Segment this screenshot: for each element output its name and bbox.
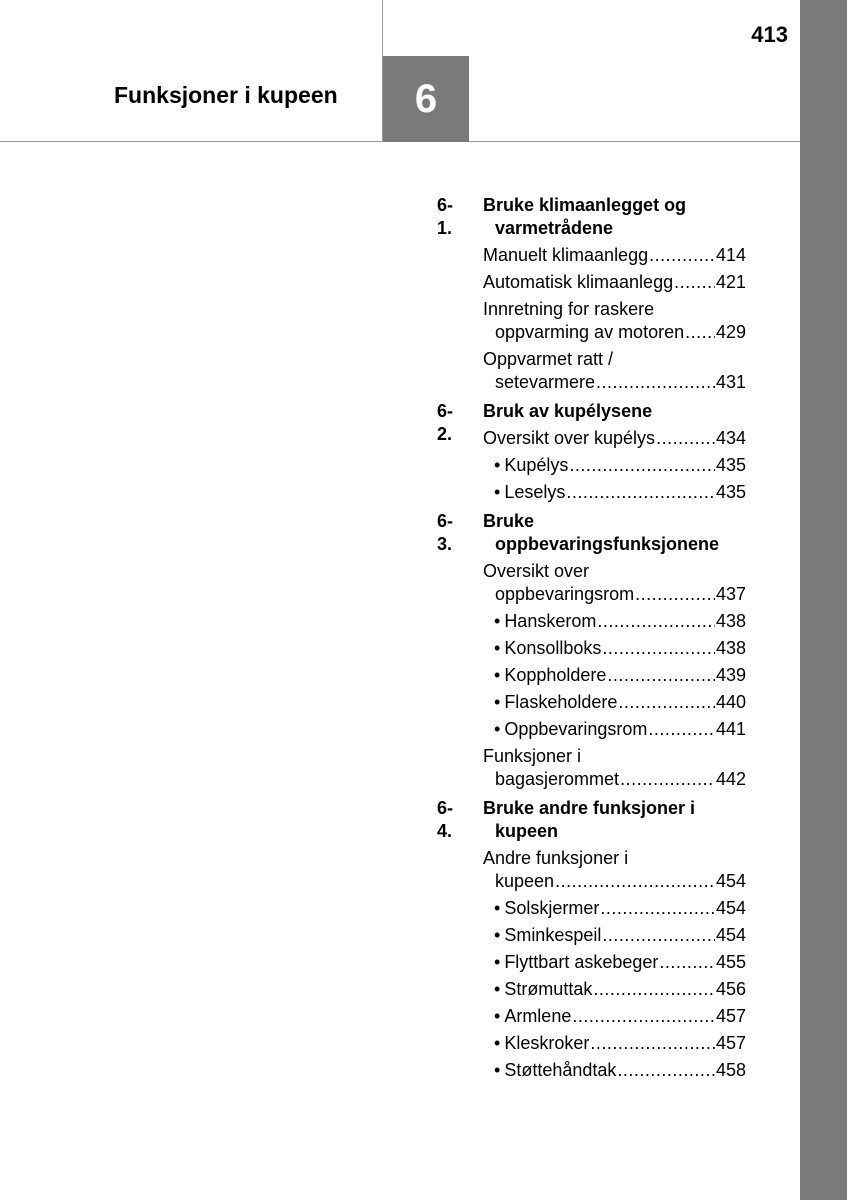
dot-leader xyxy=(656,427,715,450)
toc-entry[interactable] xyxy=(483,244,746,267)
entry-label: Solskjermer xyxy=(504,898,600,918)
toc-subentry[interactable] xyxy=(494,454,746,477)
toc-subentry[interactable] xyxy=(494,664,746,687)
dot-leader xyxy=(649,244,715,267)
toc-entry[interactable] xyxy=(483,847,628,870)
entry-label: Koppholdere xyxy=(504,665,607,685)
toc-entry[interactable] xyxy=(483,560,589,583)
dot-leader xyxy=(685,321,715,344)
entry-page-number: 431 xyxy=(715,372,746,392)
chapter-number-box xyxy=(383,56,469,142)
entry-label: bagasjerommet xyxy=(495,769,620,789)
entry-page-number: 457 xyxy=(715,1033,746,1053)
entry-page-number: 454 xyxy=(715,898,746,918)
bullet-marker: • xyxy=(494,638,501,658)
entry-label: Innretning for raskere xyxy=(483,299,655,319)
entry-label: Flyttbart askebeger xyxy=(504,952,659,972)
section-title[interactable]: Bruke andre funksjoner i xyxy=(483,798,696,818)
section-number: 6-1. xyxy=(437,195,454,238)
entry-label: Oppvarmet ratt / xyxy=(483,349,614,369)
chapter-title: Funksjoner i kupeen xyxy=(114,82,338,108)
bullet-marker: • xyxy=(494,1006,501,1026)
dot-leader xyxy=(602,924,715,947)
entry-page-number: 434 xyxy=(715,428,746,448)
entry-label: setevarmere xyxy=(495,372,596,392)
bullet-marker: • xyxy=(494,1060,501,1080)
bullet-marker: • xyxy=(494,455,501,475)
toc-subentry[interactable] xyxy=(494,691,746,714)
section-title[interactable]: kupeen xyxy=(495,821,559,841)
chapter-number: 6 xyxy=(414,76,438,121)
entry-label: Armlene xyxy=(504,1006,572,1026)
dot-leader xyxy=(602,637,715,660)
entry-page-number: 439 xyxy=(715,665,746,685)
entry-page-number: 456 xyxy=(715,979,746,999)
bullet-marker: • xyxy=(494,979,501,999)
entry-label: Kleskroker xyxy=(504,1033,590,1053)
toc-subentry[interactable] xyxy=(494,481,746,504)
dot-leader xyxy=(674,271,715,294)
dot-leader xyxy=(635,583,715,606)
section-number: 6-4. xyxy=(437,798,454,841)
dot-leader xyxy=(620,768,715,791)
entry-page-number: 457 xyxy=(715,1006,746,1026)
toc-subentry[interactable] xyxy=(494,1032,746,1055)
dot-leader xyxy=(607,664,715,687)
dot-leader xyxy=(597,610,715,633)
bullet-marker: • xyxy=(494,665,501,685)
section-number: 6-3. xyxy=(437,511,454,554)
entry-page-number: 442 xyxy=(715,769,746,789)
entry-label: Støttehåndtak xyxy=(504,1060,617,1080)
entry-label: Strømuttak xyxy=(504,979,593,999)
dot-leader xyxy=(596,371,715,394)
entry-page-number: 437 xyxy=(715,584,746,604)
chapter-side-tab xyxy=(800,0,847,1200)
entry-label: Hanskerom xyxy=(504,611,597,631)
toc-entry[interactable] xyxy=(483,298,654,321)
toc-entry[interactable] xyxy=(495,583,746,606)
dot-leader xyxy=(600,897,715,920)
section-title[interactable]: oppbevaringsfunksjonene xyxy=(495,534,720,554)
dot-leader xyxy=(566,481,715,504)
entry-label: Sminkespeil xyxy=(504,925,602,945)
entry-page-number: 458 xyxy=(715,1060,746,1080)
entry-page-number: 435 xyxy=(715,455,746,475)
dot-leader xyxy=(617,1059,715,1082)
entry-page-number: 414 xyxy=(715,245,746,265)
section-title[interactable]: Bruke klimaanlegget og xyxy=(483,195,687,215)
dot-leader xyxy=(648,718,715,741)
entry-label: oppbevaringsrom xyxy=(495,584,635,604)
section-number: 6-2. xyxy=(437,401,454,444)
toc-entry[interactable] xyxy=(483,427,746,450)
dot-leader xyxy=(659,951,715,974)
entry-label: Andre funksjoner i xyxy=(483,848,629,868)
entry-label: Oppbevaringsrom xyxy=(504,719,648,739)
entry-page-number: 454 xyxy=(715,925,746,945)
entry-label: oppvarming av motoren xyxy=(495,322,685,342)
bullet-marker: • xyxy=(494,1033,501,1053)
entry-page-number: 441 xyxy=(715,719,746,739)
toc-entry[interactable] xyxy=(495,870,746,893)
entry-label: Konsollboks xyxy=(504,638,602,658)
bullet-marker: • xyxy=(494,611,501,631)
entry-page-number: 454 xyxy=(715,871,746,891)
entry-label: Kupélys xyxy=(504,455,569,475)
toc-subentry[interactable] xyxy=(494,897,746,920)
entry-label: Oversikt over xyxy=(483,561,590,581)
bullet-marker: • xyxy=(494,692,501,712)
toc-entry[interactable] xyxy=(495,768,746,791)
entry-page-number: 421 xyxy=(715,272,746,292)
toc-subentry[interactable] xyxy=(494,718,746,741)
section-title[interactable]: varmetrådene xyxy=(495,218,614,238)
entry-page-number: 429 xyxy=(715,322,746,342)
entry-page-number: 440 xyxy=(715,692,746,712)
toc-subentry[interactable] xyxy=(494,637,746,660)
toc-subentry[interactable] xyxy=(494,924,746,947)
toc-subentry[interactable] xyxy=(494,1005,746,1028)
entry-page-number: 438 xyxy=(715,638,746,658)
dot-leader xyxy=(555,870,715,893)
bullet-marker: • xyxy=(494,952,501,972)
entry-label: Manuelt klimaanlegg xyxy=(483,245,649,265)
toc-subentry[interactable] xyxy=(494,1059,746,1082)
section-title[interactable]: Bruke xyxy=(483,511,535,531)
bullet-marker: • xyxy=(494,925,501,945)
dot-leader xyxy=(593,978,715,1001)
entry-label: Automatisk klimaanlegg xyxy=(483,272,674,292)
section-title[interactable]: Bruk av kupélysene xyxy=(483,401,653,421)
entry-page-number: 438 xyxy=(715,611,746,631)
toc-subentry[interactable] xyxy=(494,978,746,1001)
entry-page-number: 455 xyxy=(715,952,746,972)
toc-subentry[interactable] xyxy=(494,610,746,633)
bullet-marker: • xyxy=(494,719,501,739)
page-number: 413 xyxy=(751,22,788,47)
dot-leader xyxy=(590,1032,715,1055)
bullet-marker: • xyxy=(494,482,501,502)
toc-subentry[interactable] xyxy=(494,951,746,974)
entry-page-number: 435 xyxy=(715,482,746,502)
entry-label: kupeen xyxy=(495,871,555,891)
toc-entry[interactable] xyxy=(495,321,746,344)
toc-entry[interactable] xyxy=(483,348,613,371)
dot-leader xyxy=(572,1005,715,1028)
toc-entry[interactable] xyxy=(483,271,746,294)
entry-label: Flaskeholdere xyxy=(504,692,618,712)
entry-label: Leselys xyxy=(504,482,566,502)
toc-entry[interactable] xyxy=(483,745,581,768)
bullet-marker: • xyxy=(494,898,501,918)
entry-label: Funksjoner i xyxy=(483,746,582,766)
toc-entry[interactable] xyxy=(495,371,746,394)
dot-leader xyxy=(618,691,715,714)
dot-leader xyxy=(569,454,715,477)
entry-label: Oversikt over kupélys xyxy=(483,428,656,448)
